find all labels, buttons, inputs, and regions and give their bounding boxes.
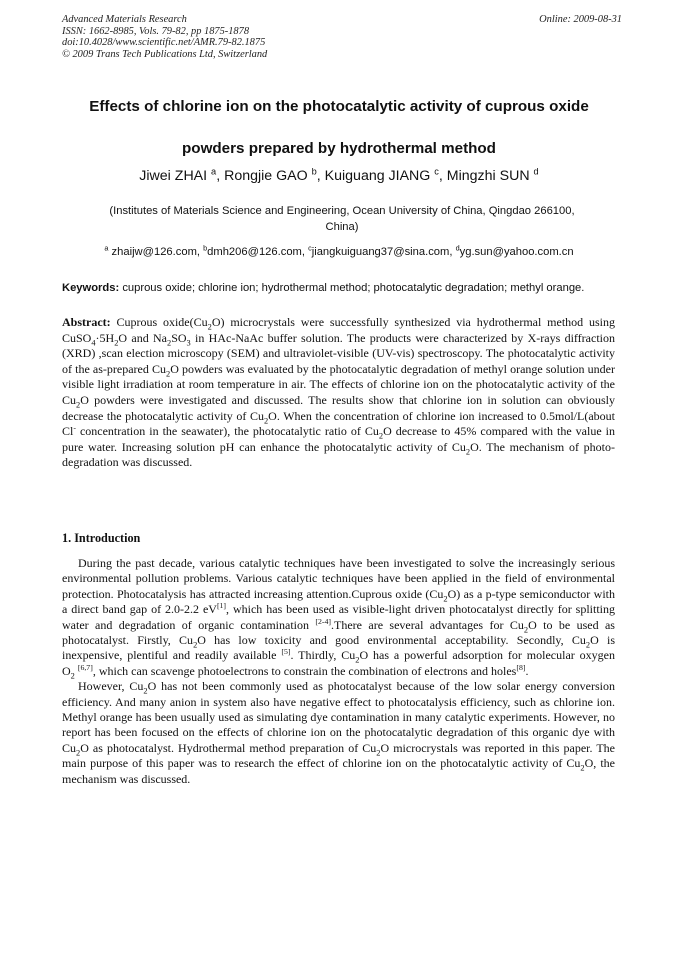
body-text: . Thirdly, Cu	[290, 648, 356, 663]
body-text: O has a powerful adsorption for molecular oxygen O	[62, 648, 615, 678]
paper-title	[40, 86, 638, 170]
affiliation-line-2: China)	[325, 221, 359, 233]
title-line-1: Effects of chlorine ion on the photocatalytic activity of cuprous oxide	[89, 98, 589, 115]
author-mark: d	[533, 166, 539, 177]
email-mark: d	[455, 243, 460, 253]
email-address[interactable]: yg.sun@yahoo.com.cn	[459, 246, 574, 258]
author-mark: b	[311, 166, 317, 177]
online-date: Online: 2009-08-31	[539, 14, 622, 25]
subscript: 2	[76, 748, 81, 758]
email-list	[40, 244, 638, 260]
email-address[interactable]: dmh206@126.com,	[207, 246, 305, 258]
subscript: 2	[70, 671, 75, 681]
subscript: 2	[193, 640, 198, 650]
body-text: O to be used as photocatalyst. Firstly, Cu	[62, 617, 615, 648]
body-text: O has not been commonly used as photocatalyst because of the low solar energy conversion efficiency. And many anion in system also have negative effect to photocatalysis efficiency, such as chlorine ion. Methyl orange has been usually used as simulating dye contamination in many catalytic experiments. However, no report has been focused on the effects of chlorine ion on the photocatalytic degradation of this organic dye with Cu	[62, 679, 615, 755]
body-text: O, the mechanism was discussed.	[62, 756, 616, 786]
introduction-body	[62, 556, 615, 787]
abstract-text: O) microcrystals were successfully synthesized via hydrothermal method using CuSO	[62, 315, 615, 345]
subscript: 2	[443, 594, 448, 604]
subscript: 2	[114, 337, 119, 347]
subscript: 2	[166, 369, 171, 379]
subscript: 2	[263, 415, 269, 425]
body-text: .	[525, 663, 529, 678]
email-mark: b	[203, 243, 208, 253]
author-name: Jiwei ZHAI	[139, 168, 208, 184]
abstract-text: O decrease to 45% compared with the value in pure water. Increasing solution pH can enhance the photocatalytic activity of Cu	[62, 424, 616, 454]
subscript: 2	[376, 748, 381, 758]
abstract-text: in HAc-NaAc buffer solution. The products were characterized by X-rays diffraction (XRD) ,scan election microscopy (SEM) and ultraviolet-visible (UV-vis) spectroscopy. The photocatalytic activity of the as-prepared Cu	[62, 330, 615, 376]
email-address[interactable]: zhaijw@126.com,	[111, 246, 201, 258]
journal-name: Advanced Materials Research	[62, 14, 187, 25]
email-mark: c	[308, 243, 312, 253]
citation[interactable]: [8]	[516, 662, 526, 672]
section-heading: 1. Introduction	[62, 531, 141, 545]
keywords	[62, 281, 615, 296]
body-text: O is inexpensive, plentiful and readily available	[62, 633, 615, 663]
body-text: , which has been used as visible-light driven photocatalyst directly for splitting water and degradation of organic contamination	[62, 602, 615, 632]
paragraph	[62, 679, 615, 787]
author-name: Rongjie GAO	[224, 168, 308, 184]
abstract-text: SO	[171, 330, 187, 345]
citation[interactable]: [6,7]	[77, 662, 93, 672]
subscript: 2	[143, 686, 148, 696]
abstract-text: O. The mechanism of photo-degradation was discussed.	[62, 439, 615, 470]
paragraph	[62, 556, 615, 679]
abstract-text: Cuprous oxide(Cu	[116, 315, 208, 329]
keywords-text: cuprous oxide; chlorine ion; hydrothermal method; photocatalytic degradation; methyl orange.	[122, 282, 585, 294]
subscript: 2	[465, 447, 471, 457]
superscript: -	[73, 423, 76, 433]
title-line-2: powders prepared by hydrothermal method	[182, 140, 496, 157]
affiliation-line-1: (Institutes of Materials Science and Engineering, Ocean University of China, Qingdao 266100,	[109, 205, 575, 217]
subscript: 2	[76, 400, 81, 410]
abstract-text: O powders were investigated and discussed. The results show that chlorine ion in solution can obviously decrease the photocatalytic activity of Cu	[62, 392, 615, 423]
email-mark: a	[104, 243, 109, 253]
journal-doi: doi:10.4028/www.scientific.net/AMR.79-82.1875	[62, 37, 266, 49]
body-text: O as photocatalyst. Hydrothermal method preparation of Cu	[80, 740, 377, 755]
subscript: 2	[355, 655, 360, 665]
subscript: 2	[523, 625, 529, 635]
author-mark: a	[211, 166, 217, 177]
body-text: During the past decade, various catalytic techniques have been investigated to solve the increasingly serious environmental pollution problems. Various catalytic techniques have been applied in the field of environmental protection. Photocatalysis has attracted increasing attention.Cuprous oxide (Cu	[62, 556, 615, 601]
subscript: 3	[186, 337, 191, 347]
author-name: Mingzhi SUN	[446, 168, 530, 184]
abstract-label: Abstract:	[62, 315, 111, 329]
body-text: O has low toxicity and good environmental acceptability. Secondly, Cu	[197, 633, 586, 648]
email-address[interactable]: jiangkuiguang37@sina.com,	[311, 246, 453, 258]
abstract	[62, 315, 615, 471]
author-list: Jiwei ZHAI $^a$, Rongjie GAO $^b$, Kuiguang JIANG $^c$, Mingzhi SUN $^d$	[139, 166, 539, 184]
subscript: 2	[580, 763, 585, 773]
subscript: 2	[378, 431, 384, 441]
body-text: , which can scavenge photoelectrons to constrain the combination of electrons and holes	[92, 663, 517, 678]
citation[interactable]: [2-4]	[315, 616, 331, 626]
abstract-text: concentration in the seawater), the photocatalytic ratio of Cu	[75, 424, 379, 439]
body-text: .There are several advantages for Cu	[331, 617, 524, 632]
abstract-text: O. When the concentration of chlorine ion increased to 0.5mol/L(about Cl	[62, 408, 616, 439]
abstract-text: O and Na	[118, 330, 167, 345]
abstract-text: ·5H	[95, 330, 115, 345]
citation[interactable]: [1]	[216, 601, 227, 611]
journal-copyright: © 2009 Trans Tech Publications Ltd, Switzerland	[62, 48, 268, 60]
subscript: 2	[167, 337, 172, 347]
abstract-text: O powders was evaluated by the photocatalytic degradation of methyl orange solution under visible light irradiation at room temperature in air. The effects of chlorine ion on the photocatalytic activity of the Cu	[62, 361, 616, 407]
journal-issn: ISSN: 1662-8985, Vols. 79-82, pp 1875-1878	[62, 25, 250, 37]
author-name: Kuiguang JIANG	[324, 168, 431, 184]
subscript: 2	[207, 322, 212, 332]
citation[interactable]: [5]	[281, 647, 291, 657]
body-text: O) as a p-type semiconductor with a direct band gap of 2.0-2.2 eV	[62, 586, 615, 617]
author-mark: c	[434, 166, 439, 177]
journal-header	[62, 14, 622, 60]
subscript: 4	[91, 337, 96, 347]
affiliation	[62, 203, 622, 235]
body-text: O microcrystals was reported in this paper. The main purpose of this paper was to research the effect of chlorine ion on the photocatalytic activity of Cu	[62, 740, 615, 771]
keywords-label: Keywords:	[62, 282, 120, 294]
subscript: 2	[585, 640, 591, 650]
body-text: However, Cu	[78, 679, 144, 694]
